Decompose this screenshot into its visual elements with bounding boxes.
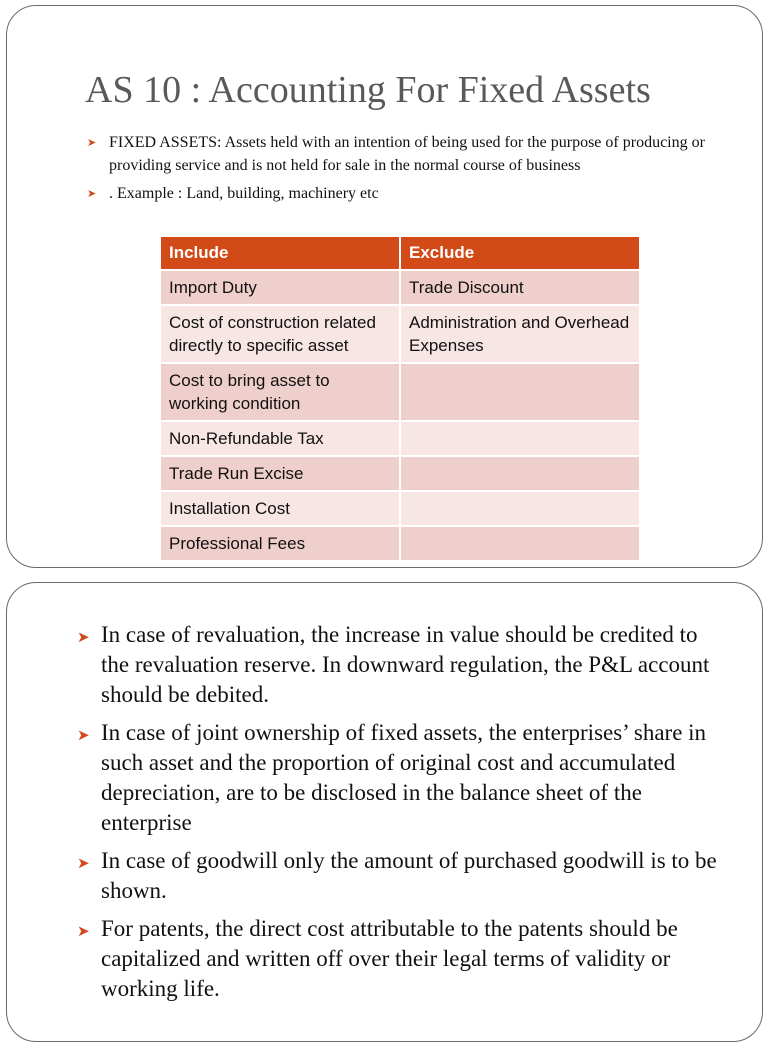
- bullet-item: [77, 620, 727, 710]
- arrow-right-icon: ➤: [77, 854, 90, 872]
- table-row: [161, 305, 640, 363]
- slide-1: [6, 5, 763, 568]
- table-cell-include: Cost to bring asset to working condition: [161, 363, 400, 421]
- slide-title: AS 10 : Accounting For Fixed Assets: [85, 69, 651, 111]
- arrow-right-icon: ➤: [77, 628, 90, 646]
- bullet-item: [77, 718, 727, 838]
- bullet-item: [87, 131, 727, 177]
- table-cell-exclude: Trade Discount: [400, 270, 640, 305]
- bullet-text: In case of revaluation, the increase in value should be credited to the revaluation reserve. In downward regulation, the P&L account should be debited.: [101, 622, 710, 707]
- table-cell-include: Professional Fees: [161, 526, 400, 561]
- table-cell-exclude: [400, 456, 640, 491]
- bullet-text: . Example : Land, building, machinery etc: [109, 185, 379, 202]
- slide-2: [6, 582, 763, 1042]
- table-cell-exclude: [400, 491, 640, 526]
- table-row: [161, 526, 640, 561]
- bullet-list: [87, 131, 727, 210]
- bullet-item: [77, 914, 727, 1004]
- table-cell-exclude: [400, 363, 640, 421]
- arrow-right-icon: ➤: [77, 726, 90, 744]
- bullet-text: For patents, the direct cost attributable to the patents should be capitalized and written off over their legal terms of validity or working life.: [101, 916, 678, 1001]
- table-cell-exclude: Administration and Overhead Expenses: [400, 305, 640, 363]
- table-row: [161, 363, 640, 421]
- table-cell-include: Non-Refundable Tax: [161, 421, 400, 456]
- table-cell-include: Cost of construction related directly to specific asset: [161, 305, 400, 363]
- table-cell-include: Trade Run Excise: [161, 456, 400, 491]
- arrow-right-icon: ➤: [87, 187, 97, 200]
- table-row: [161, 270, 640, 305]
- arrow-right-icon: ➤: [77, 922, 90, 940]
- table-header-exclude: Exclude: [400, 237, 640, 270]
- arrow-right-icon: ➤: [87, 136, 97, 149]
- table-header-include: Include: [161, 237, 400, 270]
- table-cell-include: Import Duty: [161, 270, 400, 305]
- bullet-text: In case of joint ownership of fixed assets, the enterprises’ share in such asset and the proportion of original cost and accumulated depreciation, are to be disclosed in the balance sheet of the enterprise: [101, 720, 707, 835]
- table-row: [161, 491, 640, 526]
- table-cell-exclude: [400, 526, 640, 561]
- bullet-item: [77, 846, 727, 906]
- table-cell-exclude: [400, 421, 640, 456]
- table-row: [161, 421, 640, 456]
- bullet-item: [87, 182, 727, 205]
- include-exclude-table: [161, 237, 641, 562]
- bullet-list: [77, 620, 727, 1012]
- table-cell-include: Installation Cost: [161, 491, 400, 526]
- bullet-text: FIXED ASSETS: Assets held with an intention of being used for the purpose of producing or providing service and is not held for sale in the normal course of business: [109, 134, 705, 174]
- table-header-row: [161, 237, 640, 270]
- bullet-text: In case of goodwill only the amount of purchased goodwill is to be shown.: [101, 848, 717, 903]
- table-row: [161, 456, 640, 491]
